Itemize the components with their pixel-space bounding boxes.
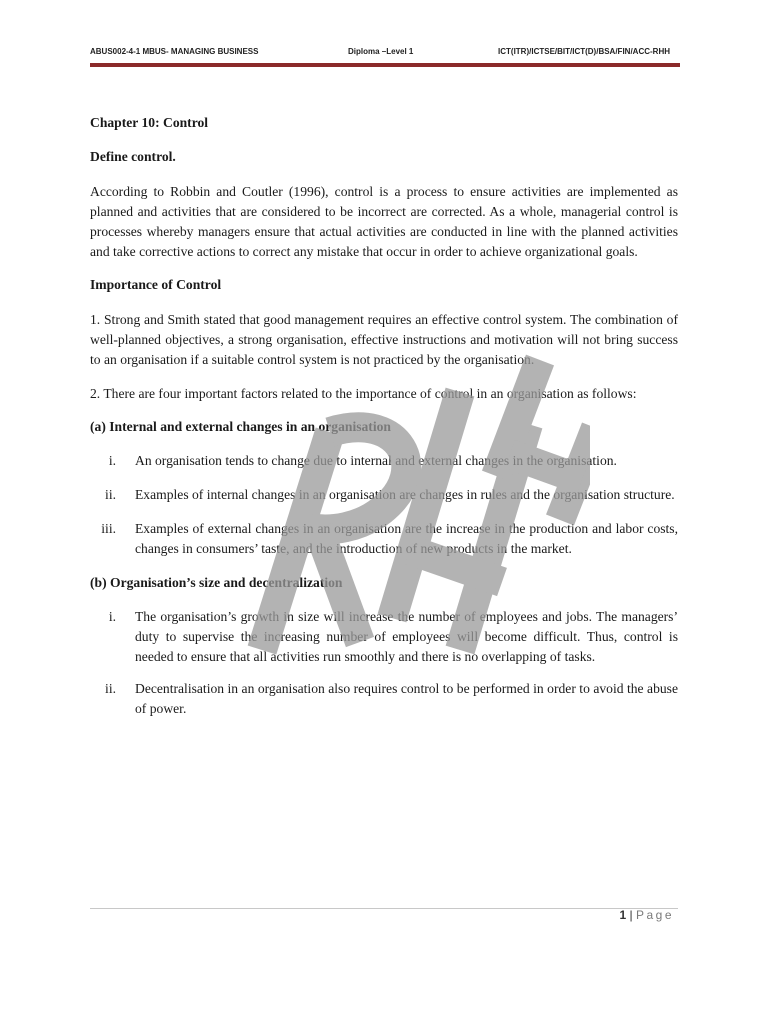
- list-number: ii.: [105, 681, 116, 696]
- list-item: [90, 451, 678, 471]
- page-content: [90, 113, 678, 719]
- list-item: [90, 485, 678, 505]
- chapter-title: Chapter 10: Control: [90, 115, 209, 130]
- importance-paragraph-2: 2. There are four important factors related to the importance of control in an organisation as follows:: [90, 386, 637, 401]
- define-paragraph: According to Robbin and Coutler (1996), control is a process to ensure activities are implemented as planned and activities that are considered to be incorrect are corrected. As a whole, managerial control is processes whereby managers ensure that actual activities are conducted in line with the planned activities and take corrective actions to correct any mistake that occur in order to achieve organizational goals.: [90, 184, 678, 259]
- list-number: i.: [108, 453, 116, 468]
- list-text: Decentralisation in an organisation also requires control to be performed in order to avoid the abuse of power.: [135, 681, 678, 716]
- page-footer: [619, 908, 674, 922]
- section-b-heading: (b) Organisation’s size and decentralization: [90, 575, 343, 590]
- section-a-heading: (a) Internal and external changes in an organisation: [90, 419, 391, 434]
- list-text: Examples of external changes in an organisation are the increase in the production and labor costs, changes in consumers’ taste, and the introduction of new products in the market.: [135, 521, 678, 556]
- list-text: An organisation tends to change due to internal and external changes in the organisation.: [135, 453, 617, 468]
- list-number: ii.: [105, 487, 116, 502]
- list-text: The organisation’s growth in size will increase the number of employees and jobs. The managers’ duty to supervise the increasing number of employees will become difficult. Thus, control is needed to ensure that all activities run smoothly and there is no overlapping of tasks.: [135, 609, 678, 664]
- page-label: Page: [635, 908, 674, 922]
- list-item: [90, 607, 678, 667]
- list-number: i.: [108, 609, 116, 624]
- footer-rule: [90, 908, 678, 909]
- list-number: iii.: [101, 521, 116, 536]
- header-course-code: ABUS002-4-1 MBUS- MANAGING BUSINESS: [90, 47, 259, 56]
- list-item: [90, 519, 678, 559]
- define-heading: Define control.: [90, 149, 176, 164]
- page-number: 1: [619, 908, 627, 922]
- page-header: [90, 47, 680, 61]
- list-text: Examples of internal changes in an organisation are changes in rules and the organisation structure.: [135, 487, 675, 502]
- header-rule: [90, 63, 680, 67]
- importance-heading: Importance of Control: [90, 277, 222, 292]
- header-level: Diploma –Level 1: [348, 47, 414, 56]
- header-programmes: ICT(ITR)/ICTSE/BIT/ICT(D)/BSA/FIN/ACC-RHH: [498, 47, 670, 56]
- page-separator: |: [629, 908, 633, 922]
- importance-paragraph-1: 1. Strong and Smith stated that good management requires an effective control system. The combination of well-planned objectives, a strong organisation, effective instructions and motivation will not bring success to an organisation if a suitable control system is not practiced by the organisation.: [90, 312, 678, 367]
- list-item: [90, 679, 678, 719]
